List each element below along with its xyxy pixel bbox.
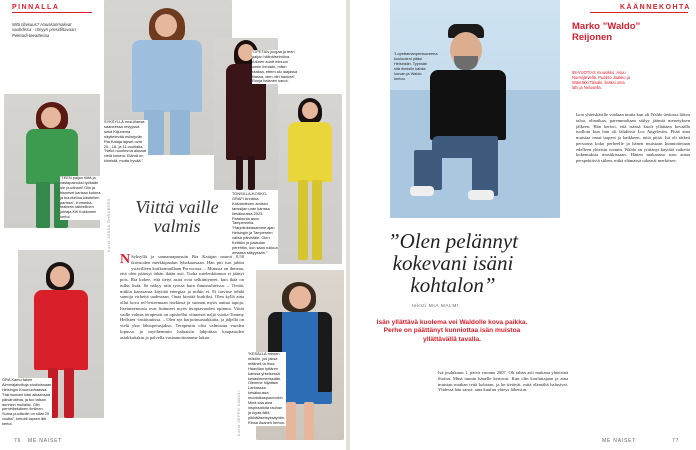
article-body-right-bottom: Isä joulukuun 1. päivä vuonna 2007. Oli tähän asti mukana yhteisinä iltoina. Minä tunnin hänelle kertovat. Kun olin kouluttajaan ja aina muistan matkan teitä kohtaan, ja he tietävät, mitä elämältä halusivat. Yhdessä hän sanoi: aina kuuluu yhteys läheisiin. xyxy=(438,370,568,393)
subject-name xyxy=(572,22,640,43)
page-number-right: 77 xyxy=(672,438,680,444)
subject-bio: 58-VUOTIAS muusikko. Asuu Nurmijärvellä. Puoliso Jaakko ja Wäinäkki Taisaki, lisäksi oma lähi ja Nelosella. xyxy=(572,70,631,91)
left-page xyxy=(0,0,346,450)
header-rule-left xyxy=(12,12,92,13)
page-number-left: 76 xyxy=(14,438,22,444)
right-page xyxy=(350,0,696,450)
subject-name-line1: Marko ”Waldo” xyxy=(572,21,641,32)
photo-waldo xyxy=(390,0,560,218)
header-rule-right xyxy=(590,12,688,13)
dropcap: N xyxy=(120,254,131,267)
caption-rinsa: ”KESÄLLÄ menen mökille, jos jaksa mitäneli ta Ihoa. Haavillan tyttären kanssa yhteisessä kesäsimmerissään. Olemme hiljattain Lantasssa kesäkuussa muotoikaspuumokin Minä saa aina inspiraatiota rauhan ja loyaa äillä pibbäläsetsyksäyhtin. Rinsa Asanen kertoo. xyxy=(248,351,285,425)
caption-ria: SYKSYLLÄ ensi-illansa saaneessa revyyssä sekä Kiljunenia näyttelevää esiintyvän Ria Kataja lapset ovat 20-, 18- ja 11-vuotiaita. ”Nekö nuorimma alussat vielä kotona. Elämä on kiireistä, mutta hyvää.” xyxy=(104,119,147,164)
article-body-left xyxy=(120,254,244,432)
teaser-text: Mitä tilaisuus? Hauskanmakeat vauhdissa - rönyyn presidiltavaan Pekeadi-teeatteriaa xyxy=(12,22,76,38)
section-header-left: PINNALLA xyxy=(12,4,60,11)
subject-name-line2: Reijonen xyxy=(572,31,613,43)
article-body-right: Ison yhteiskäsille voidaan mutta kun oli Waldo tiedossa liikoa taloa, elinaikaa, paremmaltaan säilyy jäämiä menetyksen jälkeen. Hän kertoo, että isänsä kuoli yllättäen keväällä tuolloin kun hän oli lähdössä Los Angelesiin. Pitää aina muistaa omat tarpeet ja kaikkeen, mitä pitää. Isä oli tärkeä persoona koko perheelle ja hänen muistaan kunnioitetaan edelleen yhteisin voimin. Waldo on yrittänyt käyttää vaikeita kokemuksia musiikissaan. Hänen mukaansa suru antaa perspektiiviä siihen, mikä elämässä oikeasti merkitsee. xyxy=(576,112,690,163)
article-body-left-text: Syksyllä ja saunanrapassuin Ria Katajan nauroi 0.50 ikävuoden merkkipaalun lyhakaarsaan. Hän piti isot juhlat ystävilleen kotikonnuillaan Porvoossa. – Minusta on ihmeaa, että olen päässyt tähän ikään asti. Turha mielenkiinnon ei jäänyt pois. Ria kokee, että tietyt asiat ovat selkiintyneet, kun ikää on tullut lisää. Se näkyy niin työssä kuin ihmissuhteissa. – Tietää, mitkin kanssansa käyttää energiaa ja mihin ei. Ei tarvitse tehdä samoja virheitä uudestaan. Onaa kiertää kurkiksi. Olen kyllä aina ollut kova ref-lesteemaan itsekinsä ja suomut myös auttua tapoja. Itsetuntemusta ovat lisänneet myös terapiavuoden opinnot. Viittä vaille valmis terapeutit on opiskellut viimeiset neljä vuotta Tommy Hellsten -instituutissa. – Olen nyt harjoitusasiakkaita, ja jäljellä on vielä yksi lähiopetusjakso. Terapeutin olisi valmistuu vuoden lopussa ja myöhemmin haluaisin lahjoittaa kaupasuden asiakkaitakin ja palvella vastaanottoamme lukua. xyxy=(120,254,244,340)
caption-ora: ÖRÄ Kamu takee Almmajahoitoja studioissaan Helsingin Kruununhaassa. ”Harmonioni käsi aikaansaa päivärutiinia, ja tuo talsan aurinkin mulialisi. Olin perheikekäinen ilmiinen. Suma puolisolin on sillat 29 vuotta”, kehotti lapsen äiti kertoi. xyxy=(2,377,52,427)
ingress-text: Isän yllättävä kuolema vei Waldolle kova paikka. Perhe on päättänyt kunniottaa isän muistoa yllättävällä tavalla. xyxy=(376,319,528,343)
article-title-left: Viittä vaille valmis xyxy=(135,197,219,236)
magazine-name-right: ME NAISET xyxy=(602,438,637,444)
caption-ronja: ”OPETAN joogaa ja teen paljon hälinäiselmiina. Arkeen auntt minuun omiin ihmisiin, mikin raakka, ettem alu laajassa tilassa, olen niin hankea”, Ronja Italanen sanoi. xyxy=(252,49,298,84)
caption-kiti: ”TEEN paljon töitä ja vastapainoksi työkään ole puolinani! Olin ja bisnesei kanssa kotona ja buurkelloa käsitellen parissa”, Komedia-teatterin taiteellinen johtaja Kiti Kokkonen kertoi. xyxy=(60,176,104,220)
photo-woman-yellow-jacket xyxy=(278,94,342,264)
photo-credit-bottom: Kuvat SEPPO SAMULI xyxy=(237,390,241,436)
caption-annikka: TONSILLA-KOSKO-GRAFI Annikka Kalvainienen amistui tanssijan uran kanssa kesäkuussa 2023. Parakunta asuu Tampereella. ”Harjoituksissamme ajan Helsingin ja Tampereen välisä päivistäin. Olen Keittiön ja palautan perehtiin, kun saan rukkua omassa säkyyssän.” xyxy=(232,191,278,255)
photo-credit-left: Kuvat JONNA ÖHRNBERG xyxy=(107,198,111,252)
magazine-name-left: ME NAISET xyxy=(28,438,63,444)
section-header-right: KÄÄNNEKOHTA xyxy=(620,4,691,11)
photo-caption-waldo: ”Lopettamanpertauveena kuuluuteni pääsi Helsinkiin. Tyynsän sitä ihmisiin kahtia luovan ja Waldo kertoo. xyxy=(394,51,438,81)
author-credit: teksti MIA MALMI xyxy=(412,304,459,309)
article-title-right: ”Olen pelännyt kokevani isäni kohtalon” xyxy=(387,229,519,297)
